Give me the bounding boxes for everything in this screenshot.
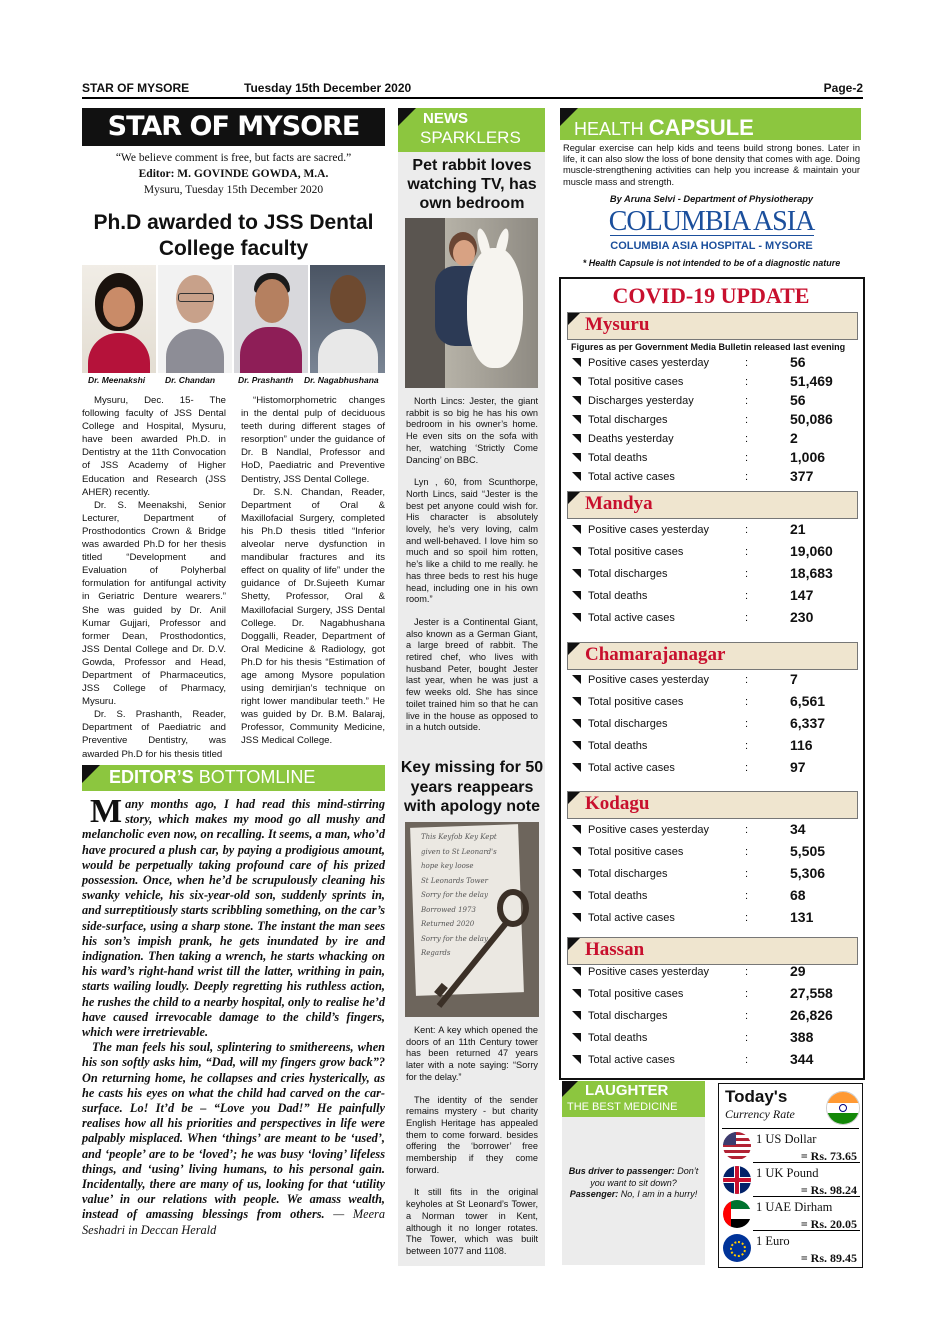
- covid-stat-row: [570, 822, 860, 840]
- covid-stat-label: Total discharges: [588, 868, 668, 880]
- arrow-bullet-icon: [572, 1011, 581, 1020]
- eu-flag-icon: [723, 1234, 751, 1262]
- rabbit-photo: [405, 218, 538, 388]
- covid-stat-label: Deaths yesterday: [588, 433, 674, 445]
- covid-stat-value: 344: [790, 1051, 814, 1067]
- article-headline: Ph.D awarded to JSS Dental College faculty: [93, 211, 374, 260]
- colon: :: [745, 452, 749, 464]
- covid-stat-value: 68: [790, 887, 806, 903]
- covid-stat-row: [570, 888, 860, 906]
- covid-stat-label: Positive cases yesterday: [588, 824, 710, 836]
- region-corner: [568, 792, 580, 804]
- header-date: Tuesday 15th December 2020: [244, 81, 412, 95]
- covid-stat-label: Positive cases yesterday: [588, 674, 710, 686]
- covid-region-header: [567, 312, 858, 340]
- covid-stat-row: [570, 355, 860, 373]
- covid-stat-value: 27,558: [790, 985, 833, 1001]
- covid-stat-row: [570, 716, 860, 734]
- covid-stat-row: [570, 522, 860, 540]
- article-column-1: [82, 394, 226, 761]
- covid-stat-value: 131: [790, 909, 814, 925]
- caption-chandan: Dr. Chandan: [165, 375, 216, 385]
- arrow-bullet-icon: [572, 434, 581, 443]
- uae-flag-icon: [723, 1200, 751, 1228]
- photo-meenakshi: [82, 265, 156, 373]
- colon: :: [745, 846, 749, 858]
- covid-stat-row: [570, 431, 860, 449]
- colon: :: [745, 696, 749, 708]
- colon: :: [745, 568, 749, 580]
- covid-stat-label: Positive cases yesterday: [588, 357, 710, 369]
- covid-stat-label: Total active cases: [588, 912, 675, 924]
- banner-corner: [82, 765, 100, 783]
- bottomline-para-2: The man feels his soul, splintering to smithereens, when his son softly asks him, “Dad, will my fingers grow back”? On returning home, he collapses and cries hysterically, as he casts his eyes on what the child had carved on the car-surface. Lo! It’d be – “Love you Dad!” He painfully realises how all his priorities and perspectives in life were palpably misplaced. When ‘things’ are meant to be ‘used’, and ‘people’ are to be ‘loved’; he was busy ‘loving’ lifeless things, and ‘using’ living humans, to his personal gain. Incidentally, there are many of us, looking for that ‘utility value’ in our relations with people. We amass wealth, instead of amassing blessings from others.: [82, 1040, 385, 1222]
- colon: :: [745, 912, 749, 924]
- covid-stat-row: [570, 694, 860, 712]
- covid-stat-row: [570, 393, 860, 411]
- region-corner: [568, 492, 580, 504]
- colon: :: [745, 868, 749, 880]
- photo-prashanth: [234, 265, 308, 373]
- header-page-number: Page-2: [823, 81, 863, 95]
- colon: :: [745, 471, 749, 483]
- covid-region-header: [567, 937, 858, 965]
- article-paragraph: Mysuru, Dec. 15- The following faculty of JSS Dental College and Hospital, Mysuru, have been awarded Ph.D. in Dentistry at the 11th Convocation of JSS Academy of Higher Education and Research (JSS AHER) recently.: [82, 395, 226, 498]
- health-capsule-label: HEALTH CAPSULE: [574, 115, 754, 140]
- covid-stat-value: 6,561: [790, 693, 826, 709]
- covid-stat-label: Total deaths: [588, 740, 648, 752]
- covid-stat-value: 116: [790, 737, 813, 753]
- arrow-bullet-icon: [572, 358, 581, 367]
- header-paper-name: STAR OF MYSORE: [82, 81, 190, 95]
- editor-bottomline-label: EDITOR’S BOTTOMLINE: [109, 767, 316, 787]
- key-note-photo: [405, 822, 539, 1017]
- covid-stat-row: [570, 566, 860, 584]
- arrow-bullet-icon: [572, 913, 581, 922]
- arrow-bullet-icon: [572, 825, 581, 834]
- arrow-bullet-icon: [572, 377, 581, 386]
- colon: :: [745, 762, 749, 774]
- masthead-title: STAR OF MYSORE: [82, 108, 385, 146]
- arrow-bullet-icon: [572, 396, 581, 405]
- covid-stat-value: 34: [790, 821, 806, 837]
- article-paragraph: Dr. S. Prashanth, Reader, Department of Paediatric and Preventive Dentistry, was awarded Ph.D for his thesis titled: [82, 709, 226, 760]
- colon: :: [745, 718, 749, 730]
- region-corner: [568, 643, 580, 655]
- covid-stat-value: 19,060: [790, 543, 833, 559]
- covid-stat-value: 18,683: [790, 565, 833, 581]
- masthead-motto: “We believe comment is free, but facts are sacred.”: [115, 152, 352, 164]
- bottomline-para-1: any months ago, I had read this mind-stirring story, which makes my mood go all mushy and melancholic even now, on recalling. It seems, a man, who’d have procured a plush car, by paying a prodigious amount, would be perpetually taking profound care of his prized possession. Once, when he’d be scrupulously cleaning his swanky vehicle, his six-year-old son, suddenly sprints in, and surreptitiously starts scribbling something, on the car’s side-surface, using a sharp stone. The instant the man sees his son’s impish prank, he gets inundated by ire and indignation. Then taking a wrench, he starts whacking on his ward’s right-hand wrist till the latter, writhing in pain, starts wailing loudly. Deeply regretting his ruthless action, he rushes the child to a nearby hospital, only to realise he’d have caused irrevocable damage to the child’s fingers, which were irretrievable.: [82, 797, 385, 1040]
- covid-stat-row: [570, 844, 860, 862]
- arrow-bullet-icon: [572, 613, 581, 622]
- article-paragraph: Dr. S. Meenakshi, Senior Lecturer, Department of Prosthodontics Crown & Bridge was awarded Ph.D for her thesis titled “Development and Evaluation of Polyherbal formulation for antifungal activity in Geriatric Denture wearers.” She was guided by Dr. Anil Kumar Gujjari, Professor and former Dean, Prosthodontics, JSS Dental College and Dr. D.V. Gowda, Professor and Head, Department of Pharmaceutics, JSS College of Pharmacy, Mysuru.: [82, 499, 226, 708]
- covid-stat-label: Total discharges: [588, 1010, 668, 1022]
- arrow-bullet-icon: [572, 719, 581, 728]
- rate-row-usd: 1 US Dollar = Rs. 73.65: [723, 1132, 860, 1166]
- covid-stat-label: Total positive cases: [588, 546, 684, 558]
- colon: :: [745, 740, 749, 752]
- joke: Bus driver to passenger: Don’t you want to sit down? Passenger: No, I am in a hurry!: [568, 1166, 699, 1199]
- arrow-bullet-icon: [572, 675, 581, 684]
- banner-corner: [398, 108, 416, 126]
- health-capsule-banner: [560, 108, 861, 140]
- laughter-banner: LAUGHTER THE BEST MEDICINE: [562, 1081, 705, 1117]
- arrow-bullet-icon: [572, 1055, 581, 1064]
- covid-stat-value: 50,086: [790, 411, 833, 427]
- article-column-2: [241, 394, 385, 748]
- colon: :: [745, 1010, 749, 1022]
- columbia-asia-logo: COLUMBIA ASIA: [608, 206, 815, 237]
- covid-stat-value: 5,505: [790, 843, 826, 859]
- note-handwriting: This Keyfob Key Kept given to St Leonard's hope key loose St Leonards Tower Sorry for the delay Borrowed 1973 Returned 2020 Sorry for the delay Regards: [421, 833, 497, 957]
- article-paragraph: “Histomorphometric changes in the dental pulp of deciduous teeth during different stages of resorption” under the guidance of Dr. B Nandlal, Professor and HoD, Paediatric and Preventive Dentistry, JSS Dental College.: [241, 395, 385, 485]
- covid-stat-label: Total positive cases: [588, 696, 684, 708]
- key-icon: [405, 822, 539, 1017]
- covid-stat-value: 6,337: [790, 715, 826, 731]
- caption-meenakshi: Dr. Meenakshi: [88, 375, 146, 385]
- news-sparklers-banner: NEWS SPARKLERS: [398, 108, 545, 152]
- covid-region-name: Mandya: [585, 493, 653, 514]
- currency-divider: [722, 1128, 859, 1129]
- covid-stat-label: Total discharges: [588, 568, 668, 580]
- covid-stat-value: 21: [790, 521, 806, 537]
- covid-stat-row: [570, 986, 860, 1004]
- colon: :: [745, 590, 749, 602]
- covid-stat-row: [570, 1030, 860, 1048]
- uk-flag-icon: [723, 1166, 751, 1194]
- health-capsule-byline: By Aruna Selvi - Department of Physiotherapy: [609, 194, 814, 204]
- arrow-bullet-icon: [572, 763, 581, 772]
- logo-divider: [610, 235, 814, 236]
- covid-stat-label: Total deaths: [588, 1032, 648, 1044]
- caption-nagabhushana: Dr. Nagabhushana: [304, 375, 379, 385]
- masthead-editor: Editor: M. GOVINDE GOWDA, M.A.: [138, 168, 329, 180]
- covid-stat-row: [570, 964, 860, 982]
- arrow-bullet-icon: [572, 415, 581, 424]
- currency-title: Today's: [725, 1087, 788, 1106]
- masthead-dateline: Mysuru, Tuesday 15th December 2020: [143, 184, 324, 196]
- arrow-bullet-icon: [572, 591, 581, 600]
- rate-row-gbp: 1 UK Pound = Rs. 98.24: [723, 1166, 860, 1200]
- banner-corner: [562, 1081, 578, 1097]
- covid-stat-label: Total active cases: [588, 471, 675, 483]
- covid-stat-row: [570, 738, 860, 756]
- colon: :: [745, 395, 749, 407]
- covid-stat-row: [570, 544, 860, 562]
- health-disclaimer: * Health Capsule is not intended to be of a diagnostic nature: [582, 258, 841, 268]
- covid-stat-label: Total active cases: [588, 612, 675, 624]
- editor-bottomline-banner: [82, 765, 385, 791]
- covid-region-header: [567, 491, 858, 519]
- india-flag-icon: [826, 1091, 860, 1125]
- covid-stat-value: 2: [790, 430, 798, 446]
- arrow-bullet-icon: [572, 525, 581, 534]
- covid-stat-value: 56: [790, 354, 806, 370]
- colon: :: [745, 966, 749, 978]
- covid-stat-label: Total positive cases: [588, 988, 684, 1000]
- covid-stat-row: [570, 374, 860, 392]
- covid-stat-value: 147: [790, 587, 814, 603]
- covid-stat-row: [570, 450, 860, 468]
- covid-stat-value: 377: [790, 468, 814, 484]
- region-corner: [568, 938, 580, 950]
- covid-stat-value: 388: [790, 1029, 814, 1045]
- colon: :: [745, 433, 749, 445]
- arrow-bullet-icon: [572, 967, 581, 976]
- us-flag-icon: [723, 1132, 751, 1160]
- arrow-bullet-icon: [572, 697, 581, 706]
- covid-stat-label: Total deaths: [588, 590, 648, 602]
- covid-stat-label: Total discharges: [588, 414, 668, 426]
- covid-stat-label: Positive cases yesterday: [588, 966, 710, 978]
- covid-region-name: Mysuru: [585, 314, 650, 335]
- covid-region-header: [567, 642, 858, 670]
- arrow-bullet-icon: [572, 453, 581, 462]
- covid-stat-value: 56: [790, 392, 806, 408]
- covid-stat-label: Total positive cases: [588, 846, 684, 858]
- bottomline-credit: — Meera Seshadri in Deccan Herald: [82, 1207, 385, 1237]
- covid-stat-value: 29: [790, 963, 806, 979]
- colon: :: [745, 546, 749, 558]
- covid-stat-row: [570, 469, 860, 487]
- colon: :: [745, 824, 749, 836]
- covid-stat-value: 51,469: [790, 373, 833, 389]
- photo-chandan: [158, 265, 232, 373]
- region-corner: [568, 313, 580, 325]
- rate-row-aed: 1 UAE Dirham = Rs. 20.05: [723, 1200, 860, 1234]
- arrow-bullet-icon: [572, 989, 581, 998]
- covid-stat-label: Total deaths: [588, 890, 648, 902]
- masthead-info: [82, 150, 385, 198]
- covid-region-name: Chamarajanagar: [585, 644, 726, 665]
- covid-stat-row: [570, 610, 860, 628]
- currency-subtitle: Currency Rate: [725, 1107, 795, 1121]
- covid-stat-label: Positive cases yesterday: [588, 524, 710, 536]
- covid-stat-row: [570, 760, 860, 778]
- rabbit-headline: Pet rabbit loves watching TV, has own bedroom: [407, 157, 537, 212]
- caption-prashanth: Dr. Prashanth: [238, 375, 294, 385]
- colon: :: [745, 674, 749, 686]
- arrow-bullet-icon: [572, 847, 581, 856]
- arrow-bullet-icon: [572, 569, 581, 578]
- covid-stat-row: [570, 866, 860, 884]
- arrow-bullet-icon: [572, 472, 581, 481]
- page-header: [82, 79, 863, 99]
- colon: :: [745, 890, 749, 902]
- key-headline: Key missing for 50 years reappears with apology note: [400, 759, 544, 815]
- covid-source-note: Figures as per Government Media Bulletin released last evening: [571, 342, 846, 352]
- covid-stat-row: [570, 672, 860, 690]
- hospital-name: COLUMBIA ASIA HOSPITAL - MYSORE: [610, 240, 813, 252]
- covid-stat-value: 26,826: [790, 1007, 833, 1023]
- covid-stat-row: [570, 1052, 860, 1070]
- covid-region-name: Hassan: [585, 939, 645, 960]
- drop-cap: M: [90, 793, 123, 830]
- covid-stat-value: 7: [790, 671, 798, 687]
- covid-region-name: Kodagu: [585, 793, 650, 814]
- colon: :: [745, 376, 749, 388]
- covid-stat-label: Discharges yesterday: [588, 395, 694, 407]
- covid-stat-value: 97: [790, 759, 806, 775]
- editor-bottomline-text: [82, 793, 385, 1238]
- covid-stat-row: [570, 412, 860, 430]
- article-paragraph: Dr. S.N. Chandan, Reader, Department of Oral & Maxillofacial Surgery, completed his Ph.D thesis titled “Inferior alveolar nerve dysfunction in mandibular fractures and its effect on quality of life” under the guidance of Dr.Sujeeth Kumar Shetty, Professor, Oral & Maxillofacial Surgery, JSS Dental College. Dr. Nagabhushana Doggalli, Reader, Department of Oral Medicine & Radiology, got Ph.D for his thesis “Estimation of age among Mysore population using demirjian’s technique on right lower mandibular teeth.” He was guided by Dr. B.M. Balaraj, Professor, Community Medicine, JSS Medical College.: [241, 486, 385, 747]
- covid-region-header: [567, 791, 858, 819]
- colon: :: [745, 1054, 749, 1066]
- covid-stat-row: [570, 1008, 860, 1026]
- covid-title: COVID-19 UPDATE: [612, 283, 810, 308]
- covid-stat-value: 1,006: [790, 449, 826, 465]
- colon: :: [745, 414, 749, 426]
- colon: :: [745, 357, 749, 369]
- covid-stat-label: Total deaths: [588, 452, 648, 464]
- colon: :: [745, 524, 749, 536]
- key-story-text: Kent: A key which opened the doors of an 11th Century tower has been returned 47 years later with a note saying: “Sorry for the delay.” The identity of the sender remains mystery - but charity English Heritage has appealed them to come forward. besides offering the ‘borrower’ free membership if they come forward. It still fits in the original keyholes at St Leonard’s Tower, a Norman tower in Kent, although it no longer rotates. The Tower, which was built between 1077 and 1108.: [406, 1025, 538, 1256]
- colon: :: [745, 1032, 749, 1044]
- arrow-bullet-icon: [572, 891, 581, 900]
- covid-stat-label: Total active cases: [588, 762, 675, 774]
- covid-stat-value: 5,306: [790, 865, 826, 881]
- arrow-bullet-icon: [572, 741, 581, 750]
- colon: :: [745, 988, 749, 1000]
- rabbit-story-text: North Lincs: Jester, the giant rabbit is so big he has his own bedroom in his owner’s home. He even sits on the sofa with her, watching ‘Strictly Come Dancing’ on BBC. Lyn , 60, from Scunthorpe, North Lincs, said “Jester is the best pet anyone could wish for. His character is absolutely lovely, he’s very loving, calm and well-behaved. I love him so much and so spoil him rotten, he’s like a child to me really. he has three beds to rest his huge head, including one in his own room.” Jester is a Continental Giant, also known as a German Giant, a large breed of rabbit. The retired chef, who lives with husband Peter, bought Jester last year, when he was just a few weeks old. She has since toilet trained him so that he can live in the house as opposed to in a hutch outside.: [406, 396, 538, 733]
- covid-stat-label: Total active cases: [588, 1054, 675, 1066]
- health-capsule-text: Regular exercise can help kids and teens build strong bones. Later in life, it can also slow the loss of bone density that comes with age. Doing muscle-strengthening activities can help you increase & maintain your muscle mass and strength.: [563, 143, 860, 187]
- covid-stat-value: 230: [790, 609, 814, 625]
- covid-stat-row: [570, 910, 860, 928]
- covid-stat-label: Total discharges: [588, 718, 668, 730]
- colon: :: [745, 612, 749, 624]
- arrow-bullet-icon: [572, 547, 581, 556]
- photo-nagabhushana: [310, 265, 385, 373]
- arrow-bullet-icon: [572, 869, 581, 878]
- arrow-bullet-icon: [572, 1033, 581, 1042]
- covid-stat-row: [570, 588, 860, 606]
- covid-stat-label: Total positive cases: [588, 376, 684, 388]
- rate-row-eur: 1 Euro = Rs. 89.45: [723, 1234, 860, 1268]
